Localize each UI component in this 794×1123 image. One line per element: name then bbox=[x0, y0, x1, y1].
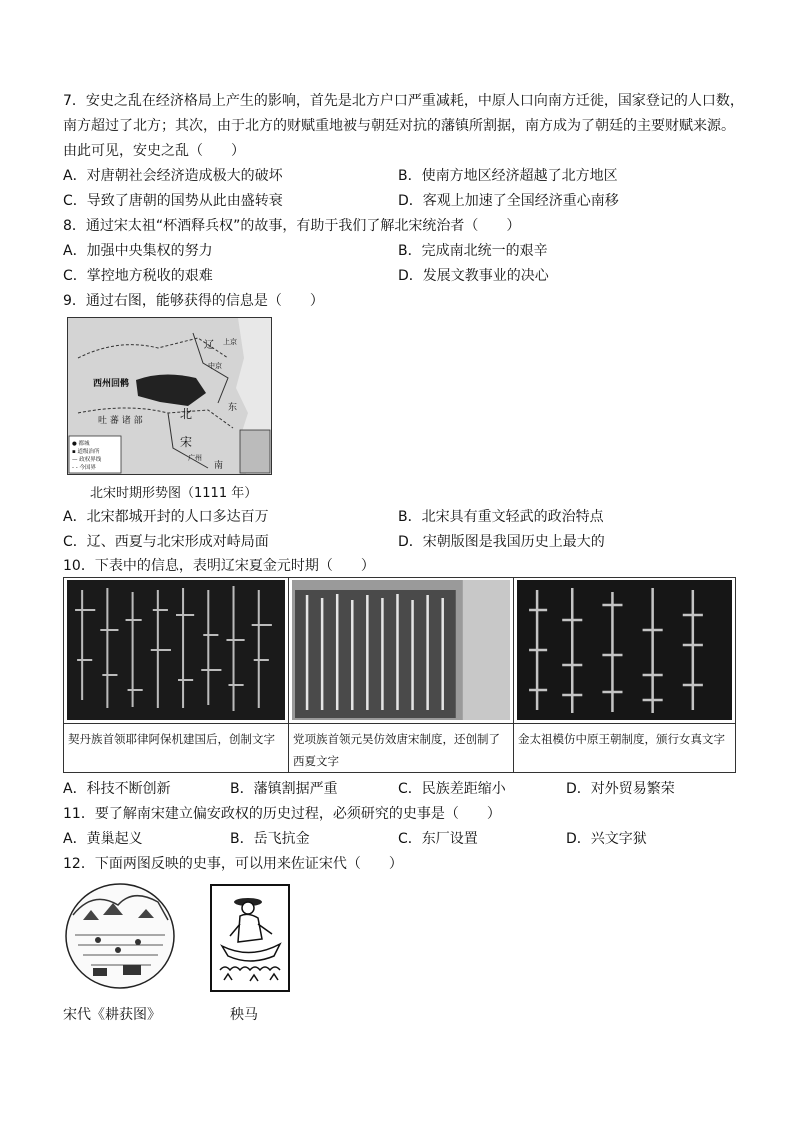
q10-option-a: A．科技不断创新 bbox=[63, 781, 171, 797]
table-caption-khitan: 契丹族首领耶律阿保机建国后，创制文字 bbox=[68, 732, 275, 746]
map-label-zhongjing: 中京 bbox=[208, 362, 222, 370]
map-label-song: 宋 bbox=[180, 435, 193, 449]
q7-option-b: B．使南方地区经济超越了北方地区 bbox=[398, 168, 618, 184]
jurchen-script-image bbox=[517, 580, 732, 720]
caption-farming-painting: 宋代《耕获图》 bbox=[63, 1007, 161, 1023]
q8-option-a: A．加强中央集权的努力 bbox=[63, 243, 213, 259]
table-cell-khitan bbox=[64, 578, 288, 772]
q9-stem: 9．通过右图，能够获得的信息是（ ） bbox=[63, 293, 324, 309]
q10-option-c: C．民族差距缩小 bbox=[398, 781, 506, 797]
q9-option-c: C．辽、西夏与北宋形成对峙局面 bbox=[63, 534, 269, 550]
q11-option-d: D．兴文字狱 bbox=[566, 831, 647, 847]
farming-harvest-painting bbox=[63, 880, 178, 990]
q7-stem-line1: 7．安史之乱在经济格局上产生的影响，首先是北方户口严重减耗，中原人口向南方迁徙，国家登记的人口数， bbox=[63, 93, 744, 109]
table-caption-jurchen: 金太祖模仿中原王朝制度，颁行女真文字 bbox=[518, 732, 725, 746]
q9-option-a: A．北宋都城开封的人口多达百万 bbox=[63, 509, 269, 525]
table-caption-tangut: 党项族首领元昊仿效唐宋制度，还创制了西夏文字 bbox=[293, 732, 500, 768]
q11-option-c: C．东厂设置 bbox=[398, 831, 478, 847]
caption-rice-horse: 秧马 bbox=[230, 1007, 258, 1023]
q11-option-b: B．岳飞抗金 bbox=[230, 831, 310, 847]
script-table bbox=[63, 577, 736, 773]
q10-option-b: B．藩镇割据严重 bbox=[230, 781, 338, 797]
table-cell-tangut bbox=[288, 578, 513, 772]
tangut-script-image bbox=[292, 580, 510, 720]
q7-option-d: D．客观上加速了全国经济重心南移 bbox=[398, 193, 619, 209]
q8-option-b: B．完成南北统一的艰辛 bbox=[398, 243, 548, 259]
q10-option-d: D．对外贸易繁荣 bbox=[566, 781, 675, 797]
q10-stem: 10．下表中的信息，表明辽宋夏金元时期（ ） bbox=[63, 558, 375, 574]
map-label-liao: 辽 bbox=[204, 340, 214, 351]
map-label-guangzhou: 广州 bbox=[188, 454, 202, 462]
q11-option-a: A．黄巢起义 bbox=[63, 831, 143, 847]
q7-stem-line3: 由此可见，安史之乱（ ） bbox=[63, 143, 245, 159]
map-caption: 北宋时期形势图（1111 年） bbox=[90, 486, 258, 501]
khitan-script-image bbox=[67, 580, 285, 720]
map-label-nan: 南 bbox=[214, 461, 224, 471]
rice-transplanting-horse-image bbox=[210, 884, 290, 992]
q8-option-c: C．掌控地方税收的艰难 bbox=[63, 268, 213, 284]
map-label-dong: 东 bbox=[228, 403, 238, 413]
map-label-xizhou: 西州回鹘 bbox=[93, 379, 130, 389]
table-cell-jurchen bbox=[513, 578, 735, 772]
q12-stem: 12．下面两图反映的史事，可以用来佐证宋代（ ） bbox=[63, 856, 403, 872]
q7-stem-line2: 南方超过了北方；其次，由于北方的财赋重地被与朝廷对抗的藩镇所割据，南方成为了朝廷的主要财赋来源。 bbox=[63, 118, 735, 134]
map-label-shangjing: 上京 bbox=[223, 338, 237, 346]
map-label-tubo: 吐 蕃 诸 部 bbox=[98, 416, 143, 426]
northern-song-map bbox=[67, 317, 272, 475]
q8-option-d: D．发展文教事业的决心 bbox=[398, 268, 549, 284]
q8-stem: 8．通过宋太祖“杯酒释兵权”的故事，有助于我们了解北宋统治者（ ） bbox=[63, 218, 521, 234]
q9-option-b: B．北宋具有重文轻武的政治特点 bbox=[398, 509, 604, 525]
q7-option-a: A．对唐朝社会经济造成极大的破坏 bbox=[63, 168, 283, 184]
q7-option-c: C．导致了唐朝的国势从此由盛转衰 bbox=[63, 193, 283, 209]
map-label-bei: 北 bbox=[180, 407, 193, 421]
map-legend: ● 都城▪ 道级治所— 政权界线- - 今国界 bbox=[72, 441, 102, 471]
q9-option-d: D．宋朝版图是我国历史上最大的 bbox=[398, 534, 605, 550]
q11-stem: 11．要了解南宋建立偏安政权的历史过程，必须研究的史事是（ ） bbox=[63, 806, 501, 822]
